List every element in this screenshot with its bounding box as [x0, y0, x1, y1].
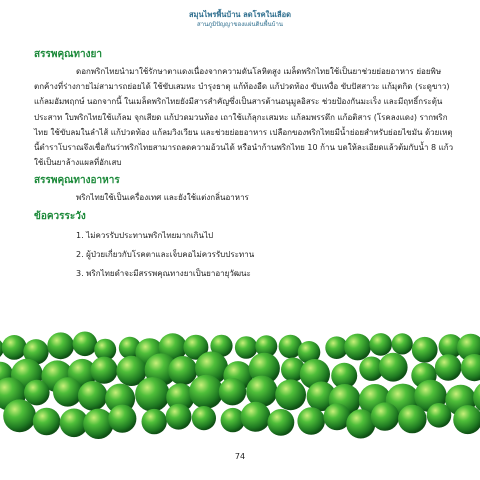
peppercorn — [344, 334, 371, 361]
peppercorn-border-image — [0, 330, 480, 440]
peppercorn — [398, 405, 427, 434]
peppercorn — [412, 337, 438, 363]
peppercorn — [24, 380, 50, 406]
peppercorn — [73, 332, 98, 357]
page-content — [34, 48, 454, 283]
caution-item: 3. พริกไทยดำจะมีสรรพคุณทางยาเป็นยาอายุวัฒนะ — [76, 268, 251, 278]
peppercorn — [53, 377, 82, 406]
section-heading-medicinal: สรรพคุณทางยา — [34, 49, 102, 60]
peppercorn — [241, 402, 271, 432]
peppercorn — [2, 335, 27, 360]
peppercorn — [346, 409, 375, 438]
peppercorn — [166, 404, 192, 430]
peppercorn — [78, 381, 108, 411]
peppercorn — [235, 336, 258, 359]
peppercorn — [392, 333, 413, 354]
peppercorn — [369, 333, 392, 356]
peppercorn — [168, 356, 197, 385]
header-title: สมุนไพรพื้นบ้าน ลดโรคในเลือด — [188, 10, 292, 19]
peppercorn — [83, 409, 113, 439]
caution-item: 1. ไม่ควรรับประทานพริกไทยมากเกินไป — [76, 230, 214, 240]
peppercorn — [275, 379, 306, 410]
header-subtitle: สานภูมิปัญญาของแผ่นดินพื้นบ้าน — [197, 21, 283, 28]
peppercorn — [371, 402, 399, 430]
page-number: 74 — [234, 452, 246, 461]
running-header — [0, 10, 480, 29]
peppercorn — [189, 375, 223, 409]
peppercorn — [33, 408, 61, 436]
section-heading-food: สรรพคุณทางอาหาร — [34, 175, 120, 187]
peppercorn — [268, 409, 295, 436]
peppercorn — [219, 378, 246, 405]
peppercorn — [435, 354, 462, 381]
food-paragraph: พริกไทยใช้เป็นเครื่องเทศ และยังใช้แต่งกลิ่นอาหาร — [76, 193, 249, 203]
caution-list — [34, 226, 454, 283]
peppercorn — [427, 403, 452, 428]
peppercorn — [297, 407, 325, 435]
peppercorn — [192, 406, 216, 430]
peppercorn — [379, 353, 408, 382]
medicinal-paragraph: ดอกพริกไทยนำมาใช้รักษาตาแดงเนื่องจากความดันโลหิตสูง เมล็ดพริกไทยใช้เป็นยาช่วยย่อยอาหาร ย่อยพิษตกค้างที่ร่างกายไม่สามารถย่อยได้ ใช้ขับเสมหะ บำรุงธาตุ แก้ท้องอืด แก้ปวดท้อง ขับเหงื่อ ขับปัสสาวะ แก้มุตกิด (ระดูขาว) แก้ลมอัมพฤกษ์ นอกจากนี้ ในเมล็ดพริกไทยยังมีสารสำคัญซึ่งเป็นสารต้านอนุมูลอิสระ ช่วยป้องกันมะเร็ง และมีฤทธิ์กระตุ้นประสาท ใบพริกไทยใช้แก้ลม จุกเสียด แก้ปวดมวนท้อง เถาใช้แก้ลุกะเสมหะ แก้ลมพรรดึก แก้อติสาร (โรคลงแดง) รากพริกไทย ใช้ขับลมในลำไส้ แก้ปวดท้อง แก้ลมวิงเวียน และช่วยย่อยอาหาร เปลือกของพริกไทยมีน้ำย่อยสำหรับย่อยไขมัน ด้วยเหตุนี้ตำราโบราณจึงเชื่อกันว่าพริกไทยสามารถลดความอ้วนได้ หรือนำก้านพริกไทย 10 ก้าน บดให้ละเอียดแล้วต้มกับน้ำ 8 แก้ว ใช้เป็นยาล้างแผลที่อักเสบ — [34, 67, 454, 168]
peppercorn — [135, 377, 170, 412]
peppercorn — [91, 357, 118, 384]
peppercorn — [3, 399, 36, 432]
section-heading-caution: ข้อควรระวัง — [34, 210, 86, 222]
peppercorn — [246, 376, 277, 407]
peppercorn — [142, 409, 167, 434]
caution-item: 2. ผู้ป่วยเกี่ยวกับโรคตาและเจ็บคอไม่ควรรับประทาน — [76, 249, 255, 259]
peppercorn — [47, 332, 74, 359]
peppercorn — [108, 405, 136, 433]
